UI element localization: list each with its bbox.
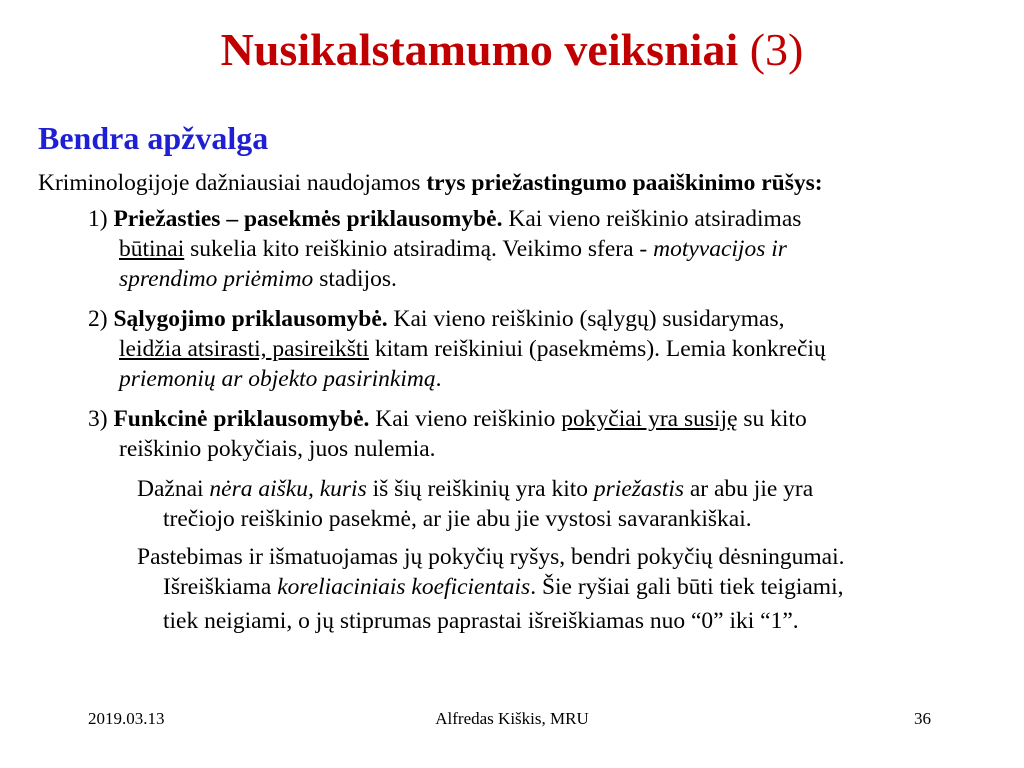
para1-text-c: ar abu jie yra [684,476,814,502]
para1-italic-b: priežastis [593,476,684,502]
footer-author: Alfredas Kiškis, MRU [435,709,589,728]
item3-line1 [88,404,807,434]
slide-title [0,22,1024,78]
intro-line [38,168,823,198]
item1-line3 [119,264,397,294]
para1-line2 [163,504,752,534]
para2-line1 [137,542,845,572]
title-number: (3) [738,24,804,75]
item1-heading: Priežasties – pasekmės priklausomybė. [113,206,503,232]
item3-heading: Funkcinė priklausomybė. [113,406,370,432]
item1-underline: būtinai [119,236,185,262]
item1-italic-a: motyvacijos ir [653,236,787,262]
para2-text-c: . Šie ryšiai gali būti tiek teigiami, [530,574,844,600]
para1-text-d: trečiojo reiškinio pasekmė, ar jie abu jie vystosi savarankiškai. [163,506,752,532]
para2-text-d: tiek neigiami, o jų stiprumas paprastai išreiškiamas nuo “0” iki “1”. [163,608,799,634]
footer-page-number: 36 [914,709,931,728]
item3-line2 [119,434,436,464]
para2-italic: koreliaciniais koeficientais [277,574,531,600]
item2-text-a: Kai vieno reiškinio (sąlygų) susidarymas, [387,306,785,332]
item2-number: 2) [88,306,114,332]
item2-line2 [119,334,826,364]
item1-text-b: sukelia kito reiškinio atsiradimą. Veikimo sfera - [184,236,654,262]
para1-italic-a: nėra aišku, kuris [209,476,367,502]
intro-bold: trys priežastingumo paaiškinimo rūšys: [426,170,823,196]
item2-line3 [119,364,441,394]
para2-line3 [163,606,799,636]
item2-line1 [88,304,784,334]
item1-italic-b: sprendimo priėmimo [119,266,314,292]
para2-text-b: Išreiškiama [163,574,278,600]
slide-subtitle: Bendra apžvalga [38,120,269,156]
title-main: Nusikalstamumo veiksniai [220,24,739,75]
item3-underline: pokyčiai yra susiję [561,406,738,432]
item3-number: 3) [88,406,114,432]
item1-text-c: stadijos. [313,266,397,292]
item2-italic: priemonių ar objekto pasirinkimą [119,366,436,392]
item3-text-b: su kito [737,406,807,432]
item2-text-c: . [435,366,442,392]
para2-text-a: Pastebimas ir išmatuojamas jų pokyčių ryšys, bendri pokyčių dėsningumai. [137,544,845,570]
item3-text-a: Kai vieno reiškinio [369,406,562,432]
para1-text-b: iš šių reiškinių yra kito [366,476,594,502]
item1-text-a: Kai vieno reiškinio atsiradimas [502,206,802,232]
intro-text: Kriminologijoje dažniausiai naudojamos [38,170,427,196]
item1-line2 [119,234,787,264]
footer-date: 2019.03.13 [88,709,165,728]
para2-line2 [163,572,843,602]
item3-text-c: reiškinio pokyčiais, juos nulemia. [119,436,436,462]
para1-line1 [137,474,813,504]
item1-line1 [88,204,801,234]
para1-text-a: Dažnai [137,476,210,502]
item2-heading: Sąlygojimo priklausomybė. [113,306,388,332]
item2-underline: leidžia atsirasti, pasireikšti [119,336,369,362]
item2-text-b: kitam reiškiniui (pasekmėms). Lemia konkrečių [368,336,826,362]
item1-number: 1) [88,206,114,232]
